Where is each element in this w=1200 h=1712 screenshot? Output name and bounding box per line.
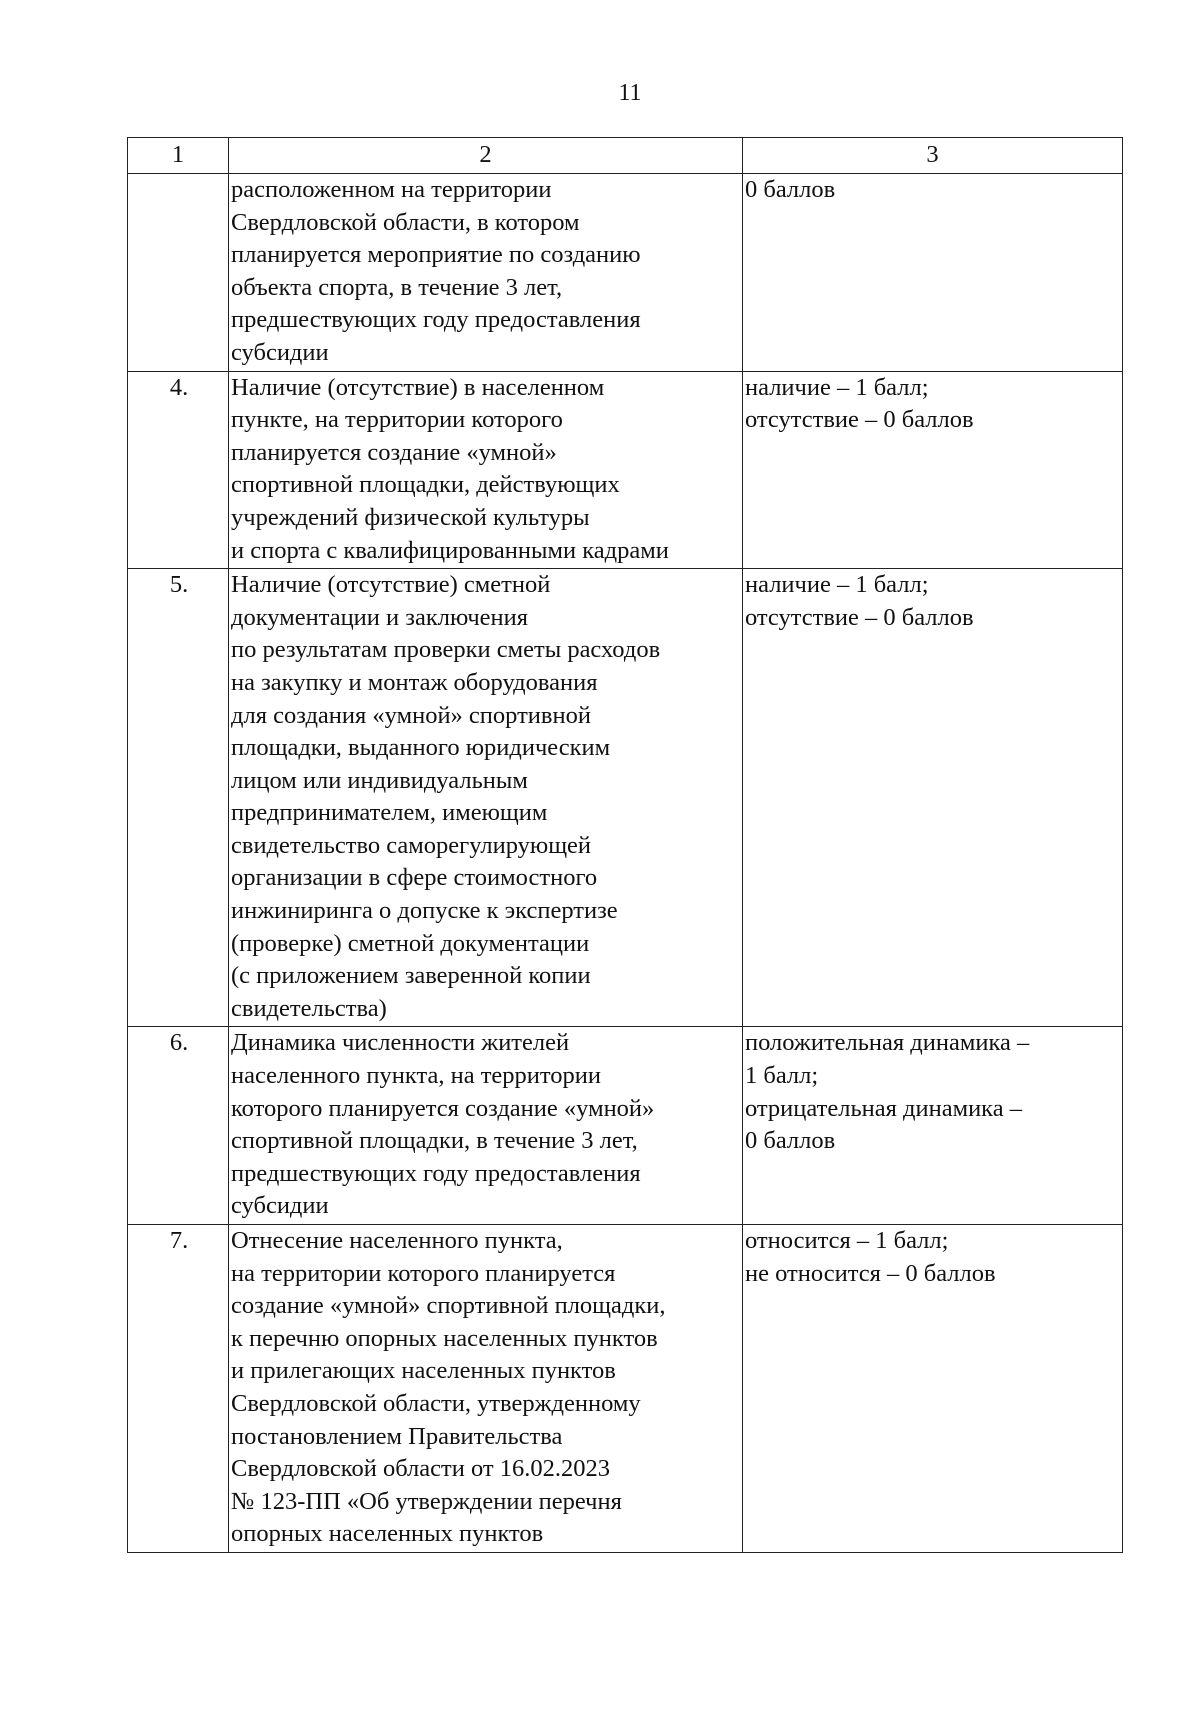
table-row: [128, 1027, 1123, 1225]
score-cell: 0 баллов: [743, 174, 1123, 372]
column-header-2: 2: [229, 138, 743, 174]
table-row: [128, 174, 1123, 372]
criterion-cell: Динамика численности жителей населенного пункта, на территории которого планируется создание «умной» спортивной площадки, в течение 3 лет, предшествующих году предоставления субсидии: [229, 1027, 743, 1225]
row-number-cell: 7.: [128, 1225, 229, 1553]
row-number-cell: [128, 174, 229, 372]
column-header-1: 1: [128, 138, 229, 174]
column-header-3: 3: [743, 138, 1123, 174]
criterion-cell: Отнесение населенного пункта, на территории которого планируется создание «умной» спортивной площадки, к перечню опорных населенных пунктов и прилегающих населенных пунктов Свердловской области, утвержденному постановлением Правительства Свердловской области от 16.02.2023 № 123-ПП «Об утверждении перечня опорных населенных пунктов: [229, 1225, 743, 1553]
row-number-cell: 6.: [128, 1027, 229, 1225]
score-cell: положительная динамика – 1 балл; отрицательная динамика – 0 баллов: [743, 1027, 1123, 1225]
criteria-table: [127, 137, 1123, 1553]
table-row: [128, 371, 1123, 569]
row-number-cell: 4.: [128, 371, 229, 569]
score-cell: относится – 1 балл; не относится – 0 баллов: [743, 1225, 1123, 1553]
criterion-cell: расположенном на территории Свердловской области, в котором планируется мероприятие по созданию объекта спорта, в течение 3 лет, предшествующих году предоставления субсидии: [229, 174, 743, 372]
row-number-cell: 5.: [128, 569, 229, 1027]
page-number: 11: [618, 80, 642, 106]
table-row: [128, 1225, 1123, 1553]
criterion-cell: Наличие (отсутствие) сметной документации и заключения по результатам проверки сметы расходов на закупку и монтаж оборудования для создания «умной» спортивной площадки, выданного юридическим лицом или индивидуальным предпринимателем, имеющим свидетельство саморегулирующей организации в сфере стоимостного инжиниринга о допуске к экспертизе (проверке) сметной документации (с приложением заверенной копии свидетельства): [229, 569, 743, 1027]
criterion-cell: Наличие (отсутствие) в населенном пункте, на территории которого планируется создание «умной» спортивной площадки, действующих учреждений физической культуры и спорта с квалифицированными кадрами: [229, 371, 743, 569]
table-header-row: [128, 138, 1123, 174]
score-cell: наличие – 1 балл; отсутствие – 0 баллов: [743, 569, 1123, 1027]
score-cell: наличие – 1 балл; отсутствие – 0 баллов: [743, 371, 1123, 569]
table-row: [128, 569, 1123, 1027]
